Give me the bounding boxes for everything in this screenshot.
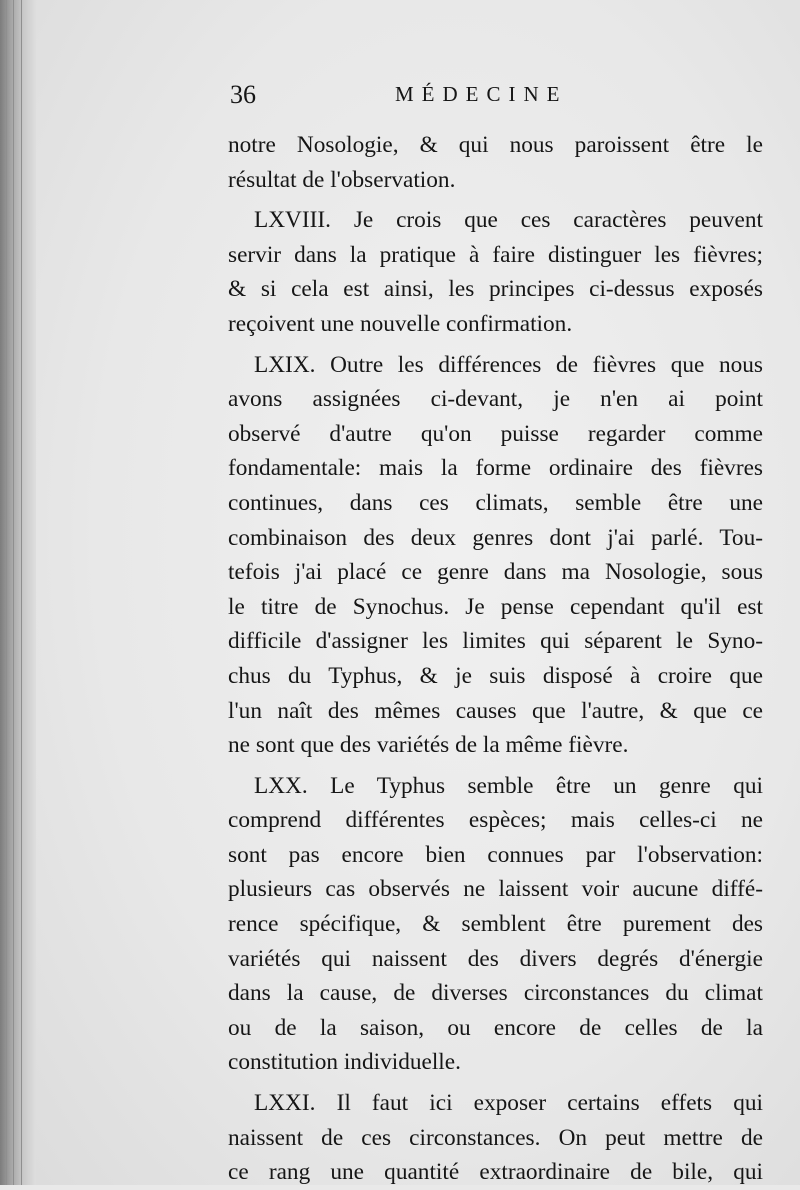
paragraph-start-lxviii: LXVIII. Je crois que ces caractères peuvent xyxy=(254,207,763,234)
text-line: résultat de l'observation. xyxy=(228,166,456,193)
text-line: chus du Typhus, & je suis disposé à croire que xyxy=(228,662,763,689)
gutter-line xyxy=(21,0,22,1185)
text-line: rence spécifique, & semblent être purement des xyxy=(228,911,763,938)
text-line: ce rang une quantité extraordinaire de bile, qui xyxy=(228,1159,763,1186)
gutter-line xyxy=(13,0,14,1185)
text-line: le titre de Synochus. Je pense cependant qu'il est xyxy=(228,593,763,620)
text-line: plusieurs cas observés ne laissent voir aucune diffé- xyxy=(228,876,763,903)
running-head: MÉDECINE xyxy=(395,82,568,106)
text-line: naissent de ces circonstances. On peut mettre de xyxy=(228,1124,763,1151)
paragraph-start-lxx: LXX. Le Typhus semble être un genre qui xyxy=(254,772,763,799)
body-text xyxy=(228,128,763,1190)
page-number: 36 xyxy=(230,80,256,109)
text-line: fondamentale: mais la forme ordinaire des fièvres xyxy=(228,455,763,482)
text-line: tefois j'ai placé ce genre dans ma Nosologie, sous xyxy=(228,559,763,586)
text-line: servir dans la pratique à faire distinguer les fièvres; xyxy=(228,241,763,268)
text-line: observé d'autre qu'on puisse regarder comme xyxy=(228,420,763,447)
paragraph-start-lxix: LXIX. Outre les différences de fièvres que nous xyxy=(254,351,763,378)
text-line: difficile d'assigner les limites qui séparent le Syno- xyxy=(228,628,763,655)
paragraph-start-lxxi: LXXI. Il faut ici exposer certains effets qui xyxy=(254,1090,763,1117)
gutter-line xyxy=(6,0,7,1185)
text-line: avons assignées ci-devant, je n'en ai point xyxy=(228,386,763,413)
text-line: comprend différentes espèces; mais celles-ci ne xyxy=(228,807,763,834)
text-line: constitution individuelle. xyxy=(228,1049,461,1076)
text-line: & si cela est ainsi, les principes ci-dessus exposés xyxy=(228,276,763,303)
text-line: notre Nosologie, & qui nous paroissent être le xyxy=(228,132,763,158)
text-line: dans la cause, de diverses circonstances du climat xyxy=(228,980,763,1007)
page-header xyxy=(230,80,760,120)
text-line: continues, dans ces climats, semble être une xyxy=(228,489,763,516)
text-line: reçoivent une nouvelle confirmation. xyxy=(228,310,573,337)
text-line: ou de la saison, ou encore de celles de la xyxy=(228,1014,763,1041)
text-line: sont pas encore bien connues par l'observation: xyxy=(228,841,763,868)
text-line: l'un naît des mêmes causes que l'autre, & que ce xyxy=(228,697,763,724)
text-line: variétés qui naissent des divers degrés d'énergie xyxy=(228,945,763,972)
text-line: combinaison des deux genres dont j'ai parlé. Tou- xyxy=(228,524,763,551)
book-gutter xyxy=(0,0,36,1185)
text-line: ne sont que des variétés de la même fièvre. xyxy=(228,732,629,759)
